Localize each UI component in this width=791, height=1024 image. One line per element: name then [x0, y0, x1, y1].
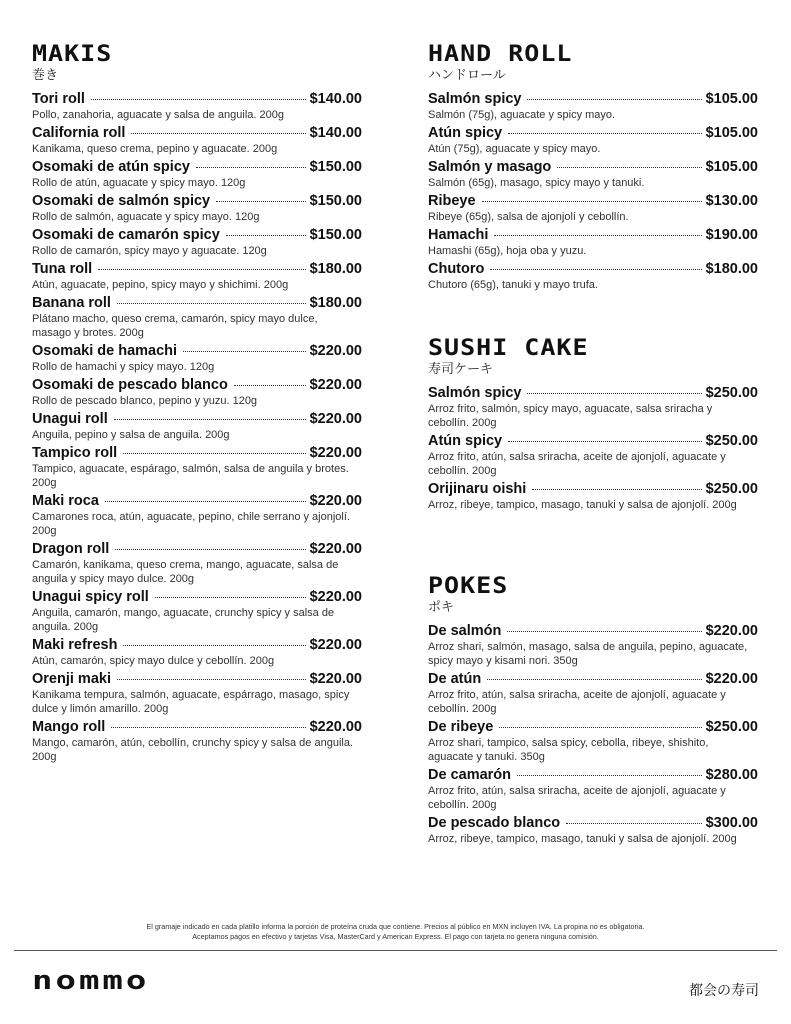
- menu-item-row: [32, 294, 362, 312]
- menu-item-price: $300.00: [705, 815, 758, 831]
- dotted-leader: [487, 679, 701, 680]
- menu-item: [428, 226, 758, 258]
- menu-item-description: Tampico, aguacate, espárago, salmón, salsa de anguila y brotes. 200g: [32, 463, 349, 489]
- footer-note-line: Aceptamos pagos en efectivo y tarjetas Visa, MasterCard y American Express. El pago con tarjeta no genera ninguna comisión.: [192, 932, 599, 941]
- dotted-leader: [566, 823, 701, 824]
- dotted-leader: [508, 133, 701, 134]
- menu-item-name: Orenji maki: [32, 671, 111, 687]
- menu-item-description: Camarones roca, atún, aguacate, pepino, chile serrano y ajonjolí. 200g: [32, 511, 350, 537]
- dotted-leader: [155, 597, 306, 598]
- dotted-leader: [507, 631, 701, 632]
- menu-item-description: Chutoro (65g), tanuki y mayo trufa.: [428, 279, 598, 291]
- menu-item-price: $220.00: [705, 623, 758, 639]
- menu-item: [32, 124, 362, 156]
- dotted-leader: [114, 419, 306, 420]
- menu-item-name: Tuna roll: [32, 261, 93, 277]
- menu-item-name: Osomaki de salmón spicy: [32, 193, 211, 209]
- menu-item-price: $250.00: [705, 481, 758, 497]
- menu-item-price: $190.00: [705, 227, 758, 243]
- menu-item-price: $180.00: [705, 261, 758, 277]
- menu-item: [428, 158, 758, 190]
- menu-item: [428, 90, 758, 122]
- menu-item-description: Pollo, zanahoria, aguacate y salsa de anguila. 200g: [32, 109, 284, 121]
- menu-item-name: Atún spicy: [428, 433, 503, 449]
- menu-item-price: $180.00: [309, 295, 362, 311]
- menu-item-description: Arroz, ribeye, tampico, masago, tanuki y salsa de ajonjolí. 200g: [428, 833, 737, 845]
- menu-item-description: Atún, aguacate, pepino, spicy mayo y shichimi. 200g: [32, 279, 289, 291]
- section-subtitle: ハンドロール: [428, 68, 506, 83]
- dotted-leader: [234, 385, 306, 386]
- menu-item: [428, 480, 758, 512]
- menu-item-row: [32, 670, 362, 688]
- sushi-cake-section: [428, 336, 758, 514]
- brand-tagline: 都会の寿司: [689, 983, 759, 999]
- menu-item-description: Kanikama, queso crema, pepino y aguacate. 200g: [32, 143, 278, 155]
- menu-item-name: Salmón y masago: [428, 159, 552, 175]
- menu-item-row: [428, 158, 758, 176]
- menu-item-price: $220.00: [309, 377, 362, 393]
- menu-item-name: De ribeye: [428, 719, 494, 735]
- dotted-leader: [527, 393, 701, 394]
- dotted-leader: [490, 269, 701, 270]
- dotted-leader: [131, 133, 305, 134]
- menu-item: [428, 432, 758, 478]
- menu-item-description: Anguila, camarón, mango, aguacate, crunchy spicy y salsa de anguila. 200g: [32, 607, 335, 633]
- menu-item-price: $105.00: [705, 91, 758, 107]
- dotted-leader: [532, 489, 701, 490]
- menu-item-description: Arroz frito, atún, salsa sriracha, aceite de ajonjolí, aguacate y cebollín. 200g: [428, 785, 726, 811]
- menu-item-row: [428, 480, 758, 498]
- menu-item-price: $220.00: [309, 343, 362, 359]
- menu-item-row: [428, 124, 758, 142]
- menu-item-description: Arroz frito, atún, salsa sriracha, aceite de ajonjolí, aguacate y cebollín. 200g: [428, 689, 726, 715]
- menu-item: [428, 718, 758, 764]
- pokes-section: [428, 574, 758, 848]
- menu-item-description: Rollo de salmón, aguacate y spicy mayo. 120g: [32, 211, 260, 223]
- makis-section: [32, 42, 362, 766]
- menu-item: [32, 670, 362, 716]
- menu-item-price: $105.00: [705, 125, 758, 141]
- menu-item-name: Tori roll: [32, 91, 85, 107]
- menu-item-description: Atún, camarón, spicy mayo dulce y cebollín. 200g: [32, 655, 275, 667]
- menu-item-row: [32, 492, 362, 510]
- dotted-leader: [105, 501, 306, 502]
- menu-item: [32, 444, 362, 490]
- dotted-leader: [482, 201, 702, 202]
- menu-item-name: Hamachi: [428, 227, 489, 243]
- menu-item-row: [428, 670, 758, 688]
- menu-item-description: Salmón (75g), aguacate y spicy mayo.: [428, 109, 616, 121]
- brand-logo: nommo: [32, 965, 150, 996]
- menu-item-row: [32, 588, 362, 606]
- menu-item-price: $220.00: [309, 411, 362, 427]
- menu-item-row: [428, 384, 758, 402]
- hand-roll-section: [428, 42, 758, 294]
- menu-item-price: $220.00: [309, 637, 362, 653]
- dotted-leader: [183, 351, 306, 352]
- section-title: POKES: [428, 572, 509, 599]
- menu-item-name: Dragon roll: [32, 541, 110, 557]
- menu-item-row: [428, 226, 758, 244]
- menu-item-description: Salmón (65g), masago, spicy mayo y tanuki.: [428, 177, 645, 189]
- menu-item-description: Arroz frito, atún, salsa sriracha, aceite de ajonjolí, aguacate y cebollín. 200g: [428, 451, 726, 477]
- menu-item: [32, 342, 362, 374]
- menu-item-name: Maki roca: [32, 493, 99, 509]
- menu-item-description: Mango, camarón, atún, cebollín, crunchy spicy y salsa de anguila. 200g: [32, 737, 354, 763]
- menu-item-row: [32, 260, 362, 278]
- dotted-leader: [111, 727, 305, 728]
- menu-item-price: $220.00: [309, 493, 362, 509]
- menu-item-row: [428, 90, 758, 108]
- menu-item: [32, 376, 362, 408]
- menu-item-row: [32, 158, 362, 176]
- dotted-leader: [91, 99, 306, 100]
- menu-item-description: Rollo de hamachi y spicy mayo. 120g: [32, 361, 215, 373]
- menu-item-price: $250.00: [705, 719, 758, 735]
- menu-item: [428, 814, 758, 846]
- menu-item-price: $250.00: [705, 385, 758, 401]
- footer-note-line: El gramaje indicado en cada platillo informa la porción de proteína cruda que contiene. Precios al público en MXN incluyen IVA. La propina no es obligatoria.: [146, 922, 645, 931]
- menu-item: [32, 718, 362, 764]
- footer-divider: [14, 950, 777, 951]
- menu-item-row: [32, 410, 362, 428]
- menu-item-description: Rollo de atún, aguacate y spicy mayo. 120g: [32, 177, 246, 189]
- menu-item: [32, 192, 362, 224]
- dotted-leader: [494, 235, 701, 236]
- dotted-leader: [196, 167, 306, 168]
- dotted-leader: [499, 727, 701, 728]
- menu-item-description: Rollo de camarón, spicy mayo y aguacate. 120g: [32, 245, 267, 257]
- menu-item-row: [32, 540, 362, 558]
- menu-item-description: Anguila, pepino y salsa de anguila. 200g: [32, 429, 230, 441]
- menu-item-price: $150.00: [309, 227, 362, 243]
- menu-item: [32, 492, 362, 538]
- menu-item-name: Maki refresh: [32, 637, 118, 653]
- menu-item-price: $180.00: [309, 261, 362, 277]
- dotted-leader: [115, 549, 305, 550]
- menu-item-row: [428, 432, 758, 450]
- menu-item-description: Atún (75g), aguacate y spicy mayo.: [428, 143, 601, 155]
- menu-item-price: $105.00: [705, 159, 758, 175]
- menu-item: [32, 260, 362, 292]
- menu-item-price: $220.00: [309, 541, 362, 557]
- menu-item-description: Arroz shari, salmón, masago, salsa de anguila, pepino, aguacate, spicy mayo y kisami nori. 350g: [428, 641, 748, 667]
- menu-item-description: Plátano macho, queso crema, camarón, spicy mayo dulce, masago y brotes. 200g: [32, 313, 318, 339]
- menu-item-name: Unagui roll: [32, 411, 108, 427]
- menu-item-price: $220.00: [309, 589, 362, 605]
- makis-list: [32, 90, 362, 764]
- menu-item-row: [32, 376, 362, 394]
- menu-item-price: $250.00: [705, 433, 758, 449]
- menu-item-row: [428, 192, 758, 210]
- menu-item-price: $280.00: [705, 767, 758, 783]
- menu-item-price: $150.00: [309, 193, 362, 209]
- menu-item-description: Camarón, kanikama, queso crema, mango, aguacate, salsa de anguila y spicy mayo dulce. 200g: [32, 559, 339, 585]
- section-title: HAND ROLL: [428, 40, 573, 67]
- menu-item-row: [428, 814, 758, 832]
- menu-item-price: $130.00: [705, 193, 758, 209]
- section-subtitle: ポキ: [428, 600, 455, 615]
- menu-item: [32, 90, 362, 122]
- menu-item-name: De camarón: [428, 767, 512, 783]
- menu-item-description: Arroz shari, tampico, salsa spicy, cebolla, ribeye, shishito, aguacate y tanuki. 350g: [428, 737, 709, 763]
- menu-item-price: $150.00: [309, 159, 362, 175]
- menu-item-row: [32, 718, 362, 736]
- menu-item: [32, 226, 362, 258]
- section-title: MAKIS: [32, 40, 113, 67]
- dotted-leader: [517, 775, 702, 776]
- menu-item-name: Osomaki de atún spicy: [32, 159, 190, 175]
- menu-item: [32, 588, 362, 634]
- dotted-leader: [123, 453, 305, 454]
- section-subtitle: 寿司ケーキ: [428, 362, 494, 377]
- dotted-leader: [508, 441, 701, 442]
- menu-item-row: [32, 124, 362, 142]
- menu-item-name: Osomaki de hamachi: [32, 343, 178, 359]
- menu-item: [428, 192, 758, 224]
- menu-item-name: Salmón spicy: [428, 91, 522, 107]
- menu-item: [32, 410, 362, 442]
- pokes-list: [428, 622, 758, 846]
- menu-item-price: $220.00: [309, 445, 362, 461]
- menu-item-price: $220.00: [705, 671, 758, 687]
- menu-item: [428, 384, 758, 430]
- menu-item-name: Salmón spicy: [428, 385, 522, 401]
- menu-item-name: Mango roll: [32, 719, 106, 735]
- sushi-cake-list: [428, 384, 758, 512]
- menu-item-name: Unagui spicy roll: [32, 589, 149, 605]
- menu-item-name: Tampico roll: [32, 445, 118, 461]
- dotted-leader: [123, 645, 305, 646]
- dotted-leader: [226, 235, 306, 236]
- dotted-leader: [117, 303, 306, 304]
- menu-item-price: $140.00: [309, 125, 362, 141]
- dotted-leader: [98, 269, 305, 270]
- menu-item-price: $220.00: [309, 719, 362, 735]
- menu-item-description: Hamashi (65g), hoja oba y yuzu.: [428, 245, 587, 257]
- menu-item-row: [32, 192, 362, 210]
- menu-item-name: California roll: [32, 125, 126, 141]
- menu-item: [428, 124, 758, 156]
- menu-item-name: De atún: [428, 671, 482, 687]
- menu-item: [428, 766, 758, 812]
- menu-item: [32, 158, 362, 190]
- menu-item-name: Orijinaru oishi: [428, 481, 527, 497]
- menu-item-name: De pescado blanco: [428, 815, 561, 831]
- dotted-leader: [527, 99, 701, 100]
- menu-item-row: [32, 636, 362, 654]
- menu-item-row: [428, 718, 758, 736]
- menu-item: [32, 636, 362, 668]
- menu-item: [32, 540, 362, 586]
- menu-item: [428, 622, 758, 668]
- menu-item-description: Arroz frito, salmón, spicy mayo, aguacate, salsa sriracha y cebollín. 200g: [428, 403, 713, 429]
- menu-item: [32, 294, 362, 340]
- dotted-leader: [557, 167, 701, 168]
- hand-roll-list: [428, 90, 758, 292]
- menu-item-name: Chutoro: [428, 261, 485, 277]
- menu-item-description: Kanikama tempura, salmón, aguacate, espárrago, masago, spicy dulce y limón amarillo. 200g: [32, 689, 350, 715]
- menu-item-name: De salmón: [428, 623, 502, 639]
- menu-item-row: [428, 260, 758, 278]
- menu-item-row: [32, 444, 362, 462]
- section-title: SUSHI CAKE: [428, 334, 589, 361]
- menu-item-name: Osomaki de pescado blanco: [32, 377, 228, 393]
- dotted-leader: [216, 201, 305, 202]
- menu-item-row: [32, 226, 362, 244]
- menu-item-name: Ribeye: [428, 193, 476, 209]
- section-subtitle: 巻き: [32, 68, 59, 83]
- menu-item: [428, 670, 758, 716]
- menu-item-name: Osomaki de camarón spicy: [32, 227, 220, 243]
- dotted-leader: [117, 679, 306, 680]
- menu-item-row: [428, 622, 758, 640]
- footer-note: [0, 922, 791, 942]
- menu-item-name: Banana roll: [32, 295, 111, 311]
- menu-item-row: [428, 766, 758, 784]
- menu-item-price: $220.00: [309, 671, 362, 687]
- menu-item-description: Rollo de pescado blanco, pepino y yuzu. 120g: [32, 395, 258, 407]
- menu-item-name: Atún spicy: [428, 125, 503, 141]
- menu-item-description: Ribeye (65g), salsa de ajonjolí y cebollín.: [428, 211, 629, 223]
- menu-item-description: Arroz, ribeye, tampico, masago, tanuki y salsa de ajonjolí. 200g: [428, 499, 737, 511]
- menu-item-price: $140.00: [309, 91, 362, 107]
- menu-item-row: [32, 342, 362, 360]
- menu-item: [428, 260, 758, 292]
- menu-item-row: [32, 90, 362, 108]
